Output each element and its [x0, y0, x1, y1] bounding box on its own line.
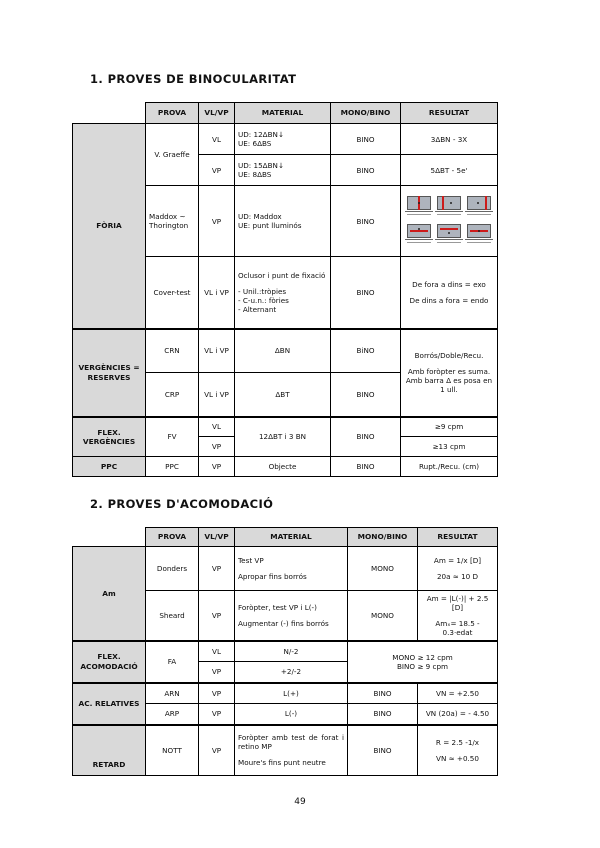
material-cell	[235, 186, 331, 257]
group-flex-vergencies: FLEX. VERGÈNCIES	[73, 417, 146, 457]
material-line: UE: punt lluminós	[238, 221, 302, 230]
material-cell: N/-2	[235, 641, 348, 662]
resultat-cell	[401, 329, 498, 417]
resultat-line: R = 2.5 -1/x	[435, 737, 480, 747]
table-row	[73, 683, 498, 704]
vlvp-cell: VP	[199, 683, 235, 704]
prova-fv: FV	[146, 417, 199, 457]
prova-arp: ARP	[146, 704, 199, 725]
monobino-cell: BINO	[348, 704, 418, 725]
maddox-exo-image	[437, 196, 461, 218]
table-row	[73, 457, 498, 477]
monobino-cell: BINO	[348, 683, 418, 704]
material-line: Augmentar (-) fins borrós	[238, 618, 329, 628]
material-line: - C-u.n.: fòries	[238, 295, 289, 305]
resultat-cell: VN (20a) = - 4.50	[418, 704, 498, 725]
material-line: Apropar fins borrós	[238, 572, 307, 581]
monobino-cell: BINO	[331, 457, 401, 477]
monobino-cell: BINO	[331, 124, 401, 155]
group-foria: FÒRIA	[73, 124, 146, 329]
resultat-line: BINO ≥ 9 cpm	[396, 661, 449, 671]
resultat-line: Amb foròpter es suma.	[407, 367, 491, 376]
vlvp-cell: VP	[199, 437, 235, 457]
resultat-cell: ≥13 cpm	[401, 437, 498, 457]
resultat-cell	[418, 547, 498, 591]
section-title-acomodacio: 2. PROVES D'ACOMODACIÓ	[90, 497, 274, 511]
resultat-cell: 3ΔBN - 3X	[401, 124, 498, 155]
monobino-cell: MONO	[348, 547, 418, 591]
resultat-line: Am = |L(-)| + 2.5 [D]	[426, 593, 489, 612]
material-cell	[235, 257, 331, 329]
resultat-cell	[418, 591, 498, 641]
header-resultat: RESULTAT	[418, 528, 498, 547]
resultat-line: Amb barra Δ es posa en 1 ull.	[405, 376, 493, 394]
table-row	[73, 124, 498, 155]
material-cell: 12ΔBT i 3 BN	[235, 417, 331, 457]
resultat-cell: 5ΔBT - 5e'	[401, 155, 498, 186]
monobino-cell: BINO	[331, 417, 401, 457]
material-line: Test VP	[238, 556, 264, 565]
material-cell: +2/-2	[235, 662, 348, 683]
monobino-cell: MONO	[348, 591, 418, 641]
group-vergencies: VERGÈNCIES = RESERVES	[73, 329, 146, 417]
vlvp-cell: VL i VP	[199, 329, 235, 373]
table-row	[73, 329, 498, 373]
prova-crn: CRN	[146, 329, 199, 373]
table-row	[73, 417, 498, 437]
vlvp-cell: VP	[199, 186, 235, 257]
material-cell: L(-)	[235, 704, 348, 725]
group-am: Am	[73, 547, 146, 641]
resultat-line: De fora a dins = exo	[412, 279, 486, 289]
resultat-line: VN ≈ +0.50	[436, 753, 479, 763]
prova-fa: FA	[146, 641, 199, 683]
table-row	[73, 641, 498, 662]
resultat-line: Amₓ= 18.5 - 0.3·edat	[435, 618, 480, 637]
material-line: Oclusor i punt de fixació	[238, 270, 326, 280]
material-line: - Alternant	[238, 304, 277, 314]
material-cell: ΔBT	[235, 373, 331, 417]
vlvp-cell: VP	[199, 155, 235, 186]
prova-cover-test: Cover-test	[146, 257, 199, 329]
resultat-line: MONO ≥ 12 cpm	[392, 652, 453, 662]
monobino-cell: BINO	[348, 725, 418, 776]
maddox-result-images	[401, 186, 498, 257]
resultat-cell	[348, 641, 498, 683]
page-number: 49	[294, 797, 306, 807]
header-prova: PROVA	[146, 528, 199, 547]
prova-graeffe: V. Graeffe	[146, 124, 199, 186]
prova-sheard: Sheard	[146, 591, 199, 641]
prova-donders: Donders	[146, 547, 199, 591]
material-cell: L(+)	[235, 683, 348, 704]
material-cell	[235, 155, 331, 186]
resultat-line: 20a ≈ 10 D	[436, 572, 479, 581]
maddox-vertical-ortho-image	[467, 224, 491, 246]
material-line: Moure's fins punt neutre	[238, 758, 326, 768]
vlvp-cell: VP	[199, 662, 235, 683]
header-vlvp: VL/VP	[199, 103, 235, 124]
resultat-cell	[401, 257, 498, 329]
material-cell	[235, 591, 348, 641]
table-acomodacio	[72, 527, 498, 776]
material-cell: ΔBN	[235, 329, 331, 373]
table-row	[73, 547, 498, 591]
group-retard: RETARD	[73, 725, 146, 776]
header-resultat: RESULTAT	[401, 103, 498, 124]
vlvp-cell: VL i VP	[199, 257, 235, 329]
prova-maddox	[146, 186, 199, 257]
vlvp-cell: VL i VP	[199, 373, 235, 417]
group-flex-acomodacio: FLEX. ACOMODACIÓ	[73, 641, 146, 683]
vlvp-cell: VP	[199, 547, 235, 591]
material-line: UD: 12ΔBN↓	[238, 130, 284, 139]
resultat-line: De dins a fora = endo	[409, 295, 489, 305]
vlvp-cell: VL	[199, 641, 235, 662]
blank-corner	[73, 528, 146, 547]
resultat-cell: VN = +2.50	[418, 683, 498, 704]
group-ac-relatives: AC. RELATIVES	[73, 683, 146, 725]
prova-line: Thorington	[149, 221, 189, 230]
header-material: MATERIAL	[235, 528, 348, 547]
header-monobino: MONO/BINO	[331, 103, 401, 124]
resultat-line: Am = 1/x [D]	[433, 556, 482, 565]
material-line: UE: 6ΔBS	[238, 139, 272, 148]
resultat-line: Borrós/Doble/Recu.	[414, 351, 484, 360]
material-cell	[235, 124, 331, 155]
vlvp-cell: VL	[199, 417, 235, 437]
vlvp-cell: VP	[199, 457, 235, 477]
maddox-ortho-image	[407, 196, 431, 218]
material-line: Foròpter amb test de forat i retino MP	[238, 733, 344, 752]
resultat-cell	[418, 725, 498, 776]
header-monobino: MONO/BINO	[348, 528, 418, 547]
prova-line: Maddox ~	[149, 212, 186, 221]
monobino-cell: BINO	[331, 257, 401, 329]
table-binocularitat	[72, 102, 498, 477]
group-ppc: PPC	[73, 457, 146, 477]
resultat-cell: Rupt./Recu. (cm)	[401, 457, 498, 477]
material-cell	[235, 547, 348, 591]
vlvp-cell: VP	[199, 725, 235, 776]
material-line: UD: 15ΔBN↓	[238, 161, 284, 170]
blank-corner	[73, 103, 146, 124]
monobino-cell: BiNO	[331, 329, 401, 373]
prova-ppc: PPC	[146, 457, 199, 477]
maddox-hypo-image	[437, 224, 461, 246]
maddox-hyper-image	[407, 224, 431, 246]
prova-nott: NOTT	[146, 725, 199, 776]
header-vlvp: VL/VP	[199, 528, 235, 547]
monobino-cell: BINO	[331, 155, 401, 186]
vlvp-cell: VP	[199, 704, 235, 725]
header-prova: PROVA	[146, 103, 199, 124]
material-line: UE: 8ΔBS	[238, 170, 272, 179]
table-row	[73, 725, 498, 776]
vlvp-cell: VP	[199, 591, 235, 641]
vlvp-cell: VL	[199, 124, 235, 155]
material-line: Foròpter, test VP i L(-)	[238, 602, 317, 612]
prova-arn: ARN	[146, 683, 199, 704]
material-line: UD: Maddox	[238, 212, 282, 221]
header-material: MATERIAL	[235, 103, 331, 124]
material-line: - Unil.:tròpies	[238, 286, 287, 296]
monobino-cell: BINO	[331, 186, 401, 257]
maddox-eso-image	[467, 196, 491, 218]
prova-crp: CRP	[146, 373, 199, 417]
section-title-binocularitat: 1. PROVES DE BINOCULARITAT	[90, 72, 297, 86]
resultat-cell: ≥9 cpm	[401, 417, 498, 437]
monobino-cell: BINO	[331, 373, 401, 417]
material-cell: Objecte	[235, 457, 331, 477]
material-cell	[235, 725, 348, 776]
